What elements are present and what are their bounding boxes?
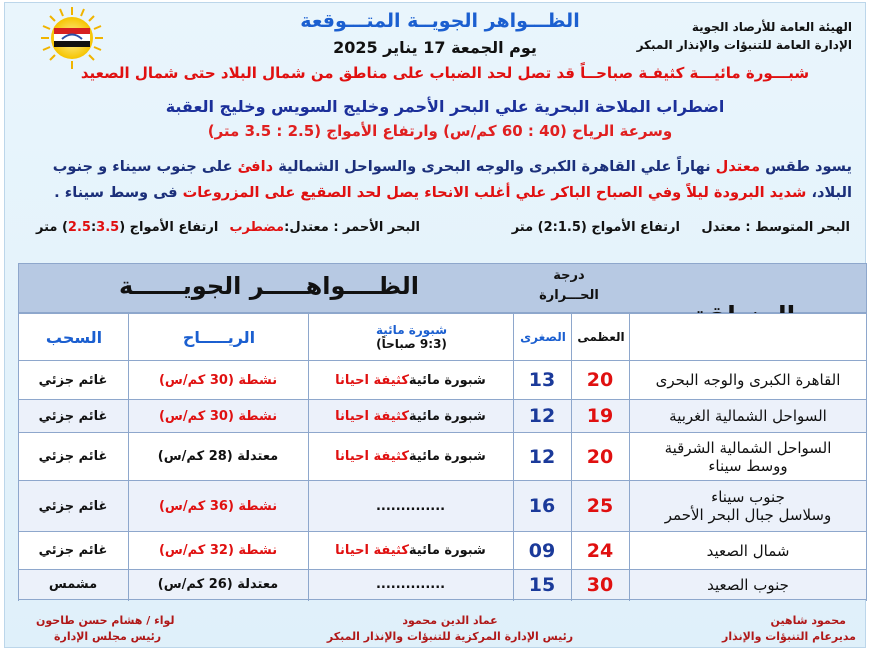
row-max: 20 — [586, 369, 614, 391]
clouds-cell — [18, 481, 128, 531]
row-region: شمال الصعيد — [706, 541, 790, 560]
row-clouds: غائم جزئي — [38, 498, 108, 514]
wind-alert: وسرعة الرياح (40 : 60 كم/س) وارتفاع الأمواج (2.5 : 3.5 متر) — [207, 122, 673, 140]
row-max: 19 — [586, 405, 614, 427]
row-wind-a: نشطة (32 كم/س) — [158, 543, 278, 558]
row-wind-a: نشطة (30 كم/س) — [158, 372, 278, 388]
fog-cell — [308, 570, 513, 599]
row-clouds: غائم جزئي — [38, 408, 108, 424]
row-fog-a: شبورة مائية — [408, 543, 486, 558]
min-temp-cell — [513, 570, 571, 599]
summary-l2-a: البلاد، — [806, 184, 852, 201]
fog-cell — [308, 532, 513, 569]
wind-cell — [128, 400, 308, 432]
sig-left-name: لواء / هشام حسن طاحون — [36, 614, 175, 627]
page-title: الظـــواهر الجويــة المتـــوقعة — [300, 10, 580, 32]
red-sea-waves-c: : — [90, 220, 97, 235]
row-max: 25 — [586, 495, 614, 517]
fog-alert-main: شبـــورة مائيـــة كثيفـة صباحــاً قد تصل لحد الضباب — [429, 64, 810, 82]
table-row — [18, 481, 867, 532]
phenomena-title: الظــــواهـــــر الجويــــــة — [118, 272, 419, 300]
row-min: 09 — [528, 539, 556, 562]
row-fog-b: كثيفة احيانا — [335, 449, 409, 464]
row-fog-a: .............. — [375, 577, 446, 592]
red-sea-state: مضطرب — [229, 220, 285, 235]
med-sea-waves: ارتفاع الأمواج (2:1.5) متر — [511, 220, 680, 235]
row-region2: ووسط سيناء — [708, 456, 788, 475]
med-sea-label: البحر المتوسط : معتدل — [701, 220, 850, 235]
divider — [308, 313, 309, 601]
sig-center-title: رئيس الإدارة المركزية للتنبؤات والإنذار المبكر — [326, 630, 574, 643]
min-temp-cell — [513, 433, 571, 480]
divider — [571, 313, 572, 601]
region-cell — [629, 361, 867, 399]
row-wind-a: نشطة (36 كم/س) — [158, 498, 278, 514]
row-region2: وسلاسل جبال البحر الأحمر — [664, 506, 832, 524]
row-fog-a: شبورة مائية — [408, 408, 486, 424]
col-max: العظمى — [577, 330, 625, 344]
table-row — [18, 433, 867, 481]
col-fog-2: (9:3 صباحاً) — [376, 337, 447, 351]
fog-cell — [308, 400, 513, 432]
table-row — [18, 570, 867, 600]
row-region: السواحل الشمالية الشرقية — [664, 438, 832, 457]
row-max: 24 — [586, 539, 614, 562]
fog-cell — [308, 481, 513, 531]
fog-alert — [80, 64, 810, 82]
summary-l1-c: نهاراً علي القاهرة الكبرى والوجه البحرى والسواحل الشمالية — [273, 158, 716, 175]
table-row — [18, 361, 867, 400]
temp-title-1: درجة — [553, 268, 585, 283]
row-fog-a: .............. — [375, 498, 446, 514]
col-wind: الريـــــاح — [182, 327, 256, 347]
col-fog-1: شبورة مائية — [376, 323, 448, 337]
summary-l1-b: معتدل — [715, 158, 760, 175]
row-region: جنوب الصعيد — [707, 575, 789, 594]
org-name: الهيئة العامة للأرصاد الجوية — [691, 20, 852, 34]
max-temp-cell — [571, 570, 629, 599]
max-temp-cell — [571, 481, 629, 531]
table-row — [18, 400, 867, 433]
row-max: 30 — [586, 573, 614, 596]
row-fog-a: شبورة مائية — [408, 372, 486, 388]
region-cell — [629, 570, 867, 599]
summary-l2-b: شديد البرودة ليلاً وفي الصباح الباكر علي أغلب الانحاء يصل لحد الصقيع على المزروعات — [182, 184, 807, 201]
red-sea-waves-b: 2.5 — [67, 220, 91, 235]
temp-title-2: الحـــرارة — [539, 288, 599, 303]
row-wind-a: معتدلة (28 كم/س) — [157, 449, 279, 464]
region-cell — [629, 433, 867, 480]
wind-cell — [128, 570, 308, 599]
row-min: 13 — [528, 369, 556, 391]
red-sea-waves-a: ارتفاع الأمواج ( — [119, 220, 219, 235]
row-fog-a: شبورة مائية — [408, 449, 486, 464]
row-clouds: غائم جزئي — [38, 543, 108, 558]
fog-cell — [308, 361, 513, 399]
table-header-columns — [18, 313, 867, 361]
col-fog — [309, 314, 514, 360]
col-clouds: السحب — [45, 327, 103, 347]
fog-alert-area: على مناطق من شمال البلاد حتى شمال الصعيد — [80, 64, 430, 82]
min-temp-cell — [513, 481, 571, 531]
wind-cell — [128, 433, 308, 480]
bulletin-date: يوم الجمعة 17 يناير 2025 — [333, 38, 537, 57]
divider — [513, 313, 514, 601]
summary-l2-c: فى وسط سيناء . — [54, 184, 183, 201]
divider — [866, 263, 867, 601]
wind-cell — [128, 361, 308, 399]
row-min: 12 — [528, 405, 556, 427]
summary-l1-e: على جنوب سيناء و جنوب — [52, 158, 238, 175]
row-region: جنوب سيناء — [711, 488, 785, 506]
summary-l1-d: دافئ — [237, 158, 274, 175]
min-temp-cell — [513, 400, 571, 432]
region-cell — [629, 400, 867, 432]
row-max: 20 — [586, 445, 614, 468]
row-min: 15 — [528, 573, 556, 596]
row-clouds: غائم جزئي — [38, 372, 108, 388]
divider — [128, 313, 129, 601]
fog-cell — [308, 433, 513, 480]
summary-line-2 — [54, 184, 852, 201]
sig-right-title: مديرعام التنبؤات والإنذار — [722, 630, 856, 643]
clouds-cell — [18, 570, 128, 599]
row-clouds: غائم جزئي — [38, 449, 108, 464]
region-cell — [629, 481, 867, 531]
sig-right-name: محمود شاهين — [770, 614, 846, 627]
max-temp-cell — [571, 532, 629, 569]
forecast-table — [18, 263, 867, 601]
sig-center-name: عماد الدين محمود — [402, 614, 498, 627]
row-fog-b: كثيفة احيانا — [335, 543, 409, 558]
org-department: الإدارة العامة للتنبؤات والإنذار المبكر — [636, 38, 852, 52]
ema-logo-icon — [40, 6, 104, 70]
row-fog-b: كثيفة احيانا — [335, 372, 409, 388]
wind-cell — [128, 481, 308, 531]
row-wind-a: معتدلة (26 كم/س) — [157, 577, 279, 592]
summary-l1-a: يسود طقس — [759, 158, 852, 175]
clouds-cell — [18, 400, 128, 432]
max-temp-cell — [571, 361, 629, 399]
row-fog-b: كثيفة احيانا — [335, 408, 409, 424]
min-temp-cell — [513, 361, 571, 399]
red-sea-label — [229, 220, 420, 235]
row-region: القاهرة الكبرى والوجه البحرى — [655, 371, 841, 389]
row-region: السواحل الشمالية الغربية — [669, 407, 827, 425]
red-sea-waves — [36, 220, 218, 235]
red-sea-waves-e: ) متر — [36, 220, 68, 235]
clouds-cell — [18, 361, 128, 399]
red-sea-label-text: البحر الأحمر : معتدل: — [284, 220, 420, 235]
table-row — [18, 532, 867, 570]
row-clouds: مشمس — [48, 577, 98, 592]
row-wind-a: نشطة (30 كم/س) — [158, 408, 278, 424]
clouds-cell — [18, 532, 128, 569]
wind-cell — [128, 532, 308, 569]
row-min: 16 — [528, 495, 556, 517]
divider — [629, 313, 630, 601]
marine-alert: اضطراب الملاحة البحرية علي البحر الأحمر وخليج السويس وخليج العقبة — [165, 97, 725, 116]
divider — [18, 313, 19, 601]
clouds-cell — [18, 433, 128, 480]
region-cell — [629, 532, 867, 569]
col-min: الصغرى — [520, 330, 566, 344]
min-temp-cell — [513, 532, 571, 569]
row-min: 12 — [528, 445, 556, 468]
max-temp-cell — [571, 400, 629, 432]
summary-line-1 — [53, 158, 852, 175]
red-sea-waves-d: 3.5 — [96, 220, 120, 235]
max-temp-cell — [571, 433, 629, 480]
sig-left-title: رئيس مجلس الإدارة — [54, 630, 162, 643]
